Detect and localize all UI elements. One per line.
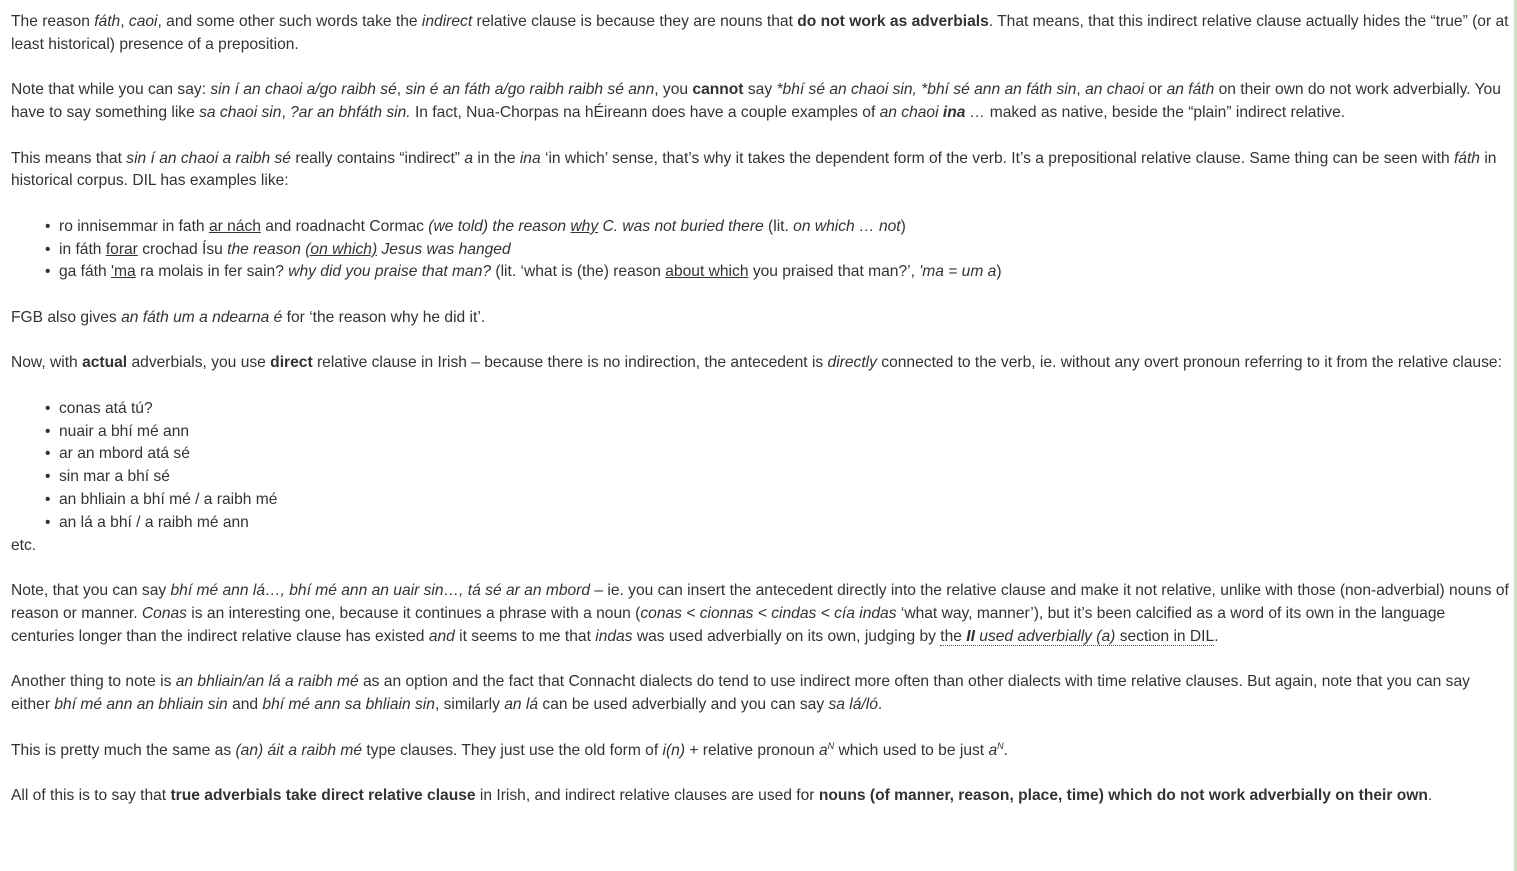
dil-section-link[interactable]: the II used adverbially (a) section in DIL [940,627,1215,645]
list-item: • conas atá tú? [59,398,1509,421]
paragraph-3: This means that sin í an chaoi a raibh sé really contains “indirect” a in the ina ‘in which’ sense, that’s why it takes the dependent form of the verb. It’s a prepositional relative clause. Same thing can be seen with fáth in historical corpus. DIL has examples like: [11,149,1497,190]
paragraph-7: Another thing to note is an bhliain/an lá a raibh mé as an option and the fact that Connacht dialects do tend to use indirect more often than other dialects with time relative clauses. But again, note that you can say either bhí mé ann an bhliain sin and bhí mé ann sa bhliain sin, similarly an lá can be used adverbially and you can say sa lá/ló. [11,673,1470,714]
dil-examples [11,216,1509,284]
list-item: • sin mar a bhí sé [59,466,1509,489]
list-item: • an bhliain a bhí mé / a raibh mé [59,489,1509,512]
post-body [11,11,1509,830]
paragraph-8: This is pretty much the same as (an) áit a raibh mé type clauses. They just use the old form of i(n) + relative pronoun $a^N$ which used to be just $a^N$. [11,740,1008,759]
paragraph-2: Note that while you can say: sin í an chaoi a/go raibh sé, sin é an fáth a/go raibh raibh sé ann, you cannot say *bhí sé an chaoi sin, *bhí sé ann an fáth sin, an chaoi or an fáth on their own do not work adverbially. You have to say something like sa chaoi sin, ?ar an bhfáth sin. In fact, Nua-Chorpas na hÉireann does have a couple examples of an chaoi ina … maked as native, beside the “plain” indirect relative. [11,81,1501,122]
etc-text: etc. [11,536,37,554]
paragraph-4: FGB also gives an fáth um a ndearna é for ‘the reason why he did it’. [11,308,486,326]
list-item: • ga fáth 'ma ra molais in fer sain? why did you praise that man? (lit. ‘what is (the) reason about which you praised that man?’, 'ma = um a) [59,261,1509,284]
paragraph-1: The reason fáth, caoi, and some other such words take the indirect relative clause is because they are nouns that do not work as adverbials. That means, that this indirect relative clause actually hides the “true” (or at least historical) presence of a preposition. [11,13,1509,53]
direct-relative-examples [11,398,1509,535]
list-item: • ar an mbord atá sé [59,443,1509,466]
list-item: • ro innisemmar in fath ar nách and roadnacht Cormac (we told) the reason why C. was not buried there (lit. on which … not) [59,216,1509,239]
list-item: • in fáth forar crochad Ísu the reason (on which) Jesus was hanged [59,239,1509,262]
paragraph-9: All of this is to say that true adverbials take direct relative clause in Irish, and indirect relative clauses are used for nouns (of manner, reason, place, time) which do not work adverbially on their own. [11,787,1433,804]
list-item: • nuair a bhí mé ann [59,421,1509,444]
paragraph-6: Note, that you can say bhí mé ann lá…, bhí mé ann an uair sin…, tá sé ar an mbord – ie. you can insert the antecedent directly into the relative clause and make it not relative, unlike with those (non-adverbial) nouns of reason or manner. Conas is an interesting one, because it continues a phrase with a noun (conas < cionnas < cindas < cía indas ‘what way, manner’), but it’s been calcified as a word of its own in the language centuries longer than the indirect relative clause has existed and it seems to me that indas was used adverbially on its own, judging by the II used adverbially (a) section in DIL. [11,582,1509,645]
paragraph-5: Now, with actual adverbials, you use direct relative clause in Irish – because there is no indirection, the antecedent is directly connected to the verb, ie. without any overt pronoun referring to it from the relative clause: [11,354,1502,372]
list-item: • an lá a bhí / a raibh mé ann [59,512,1509,535]
